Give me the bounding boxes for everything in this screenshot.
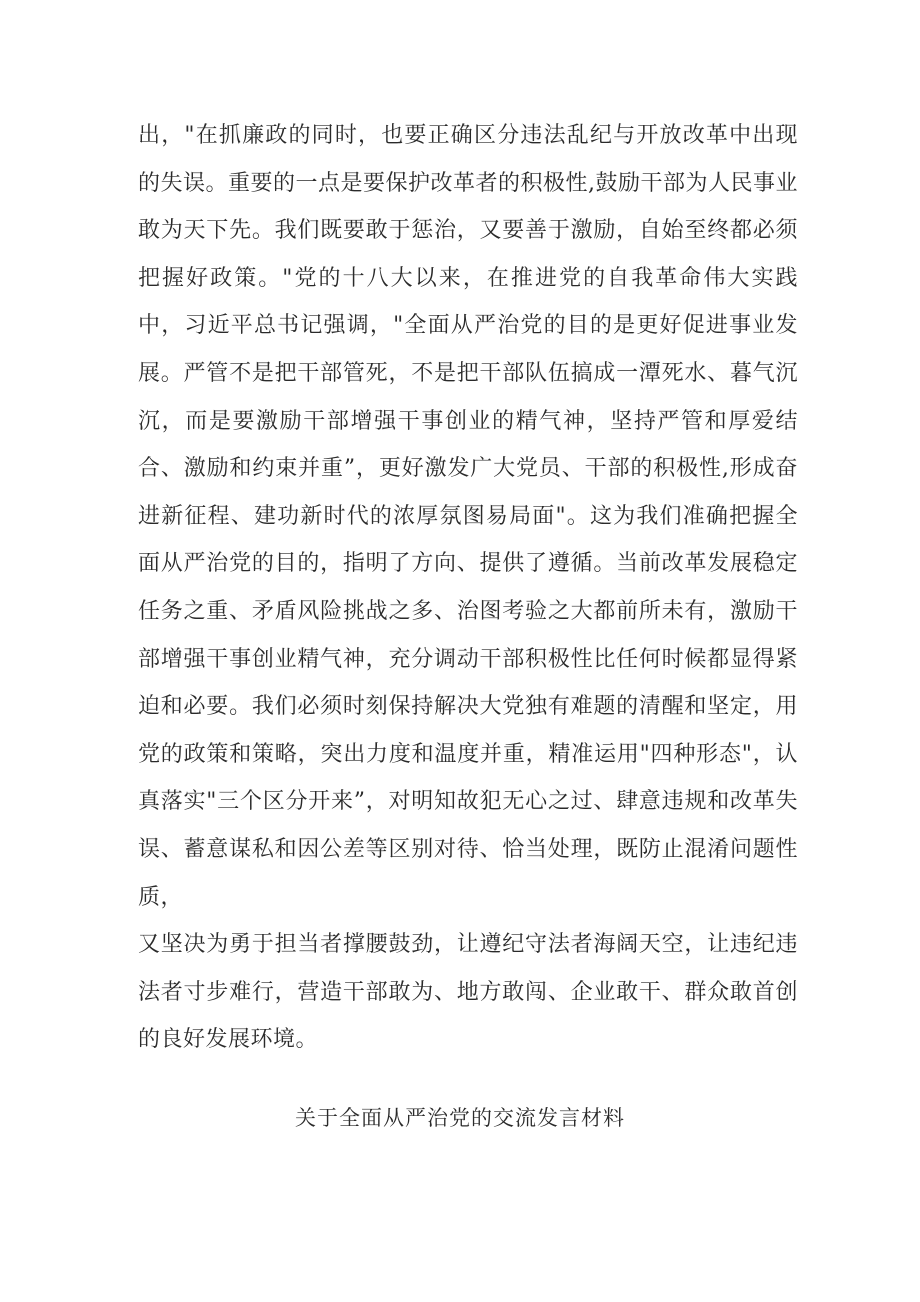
document-title: 关于全面从严治党的交流发言材料 <box>295 1106 625 1130</box>
paragraph-closing: 又坚决为勇于担当者撑腰鼓劲，让遵纪守法者海阔天空，让违纪违法者寸步难行，营造干部敢为、地方敢闯、企业敢干、群众敢首创的良好发展环境。 <box>138 932 798 1053</box>
paragraph-continued: 出，"在抓廉政的同时，也要正确区分违法乱纪与开放改革中出现的失误。重要的一点是要保护改革者的积极性,鼓励干部为人民事业敢为天下先。我们既要敢于惩治，又要善于激励，自始至终都必须把握好政策。"党的十八大以来，在推进党的自我革命伟大实践中，习近平总书记强调，"全面从严治党的目的是更好促进事业发展。严管不是把干部管死，不是把干部队伍搞成一潭死水、暮气沉沉，而是要激励干部增强干事创业的精气神，坚持严管和厚爱结合、激励和约束并重”，更好激发广大党员、干部的积极性,形成奋进新征程、建功新时代的浓厚氛图易局面"。这为我们准确把握全面从严治党的目的，指明了方向、提供了遵循。当前改革发展稳定任务之重、矛盾风险挑战之多、治图考验之大都前所未有，激励干部增强干事创业精气神，充分调动干部积极性比任何时候都显得紧迫和必要。我们必须时刻保持解决大党独有难题的清醒和坚定，用党的政策和策略，突出力度和温度并重，精准运用"四种形态"，认真落实"三个区分开来”，对明知故犯无心之过、肆意违规和改革失误、蓄意谋私和因公差等区别对待、恰当处理，既防止混淆问题性质， <box>138 123 798 910</box>
body-text <box>138 112 798 1064</box>
